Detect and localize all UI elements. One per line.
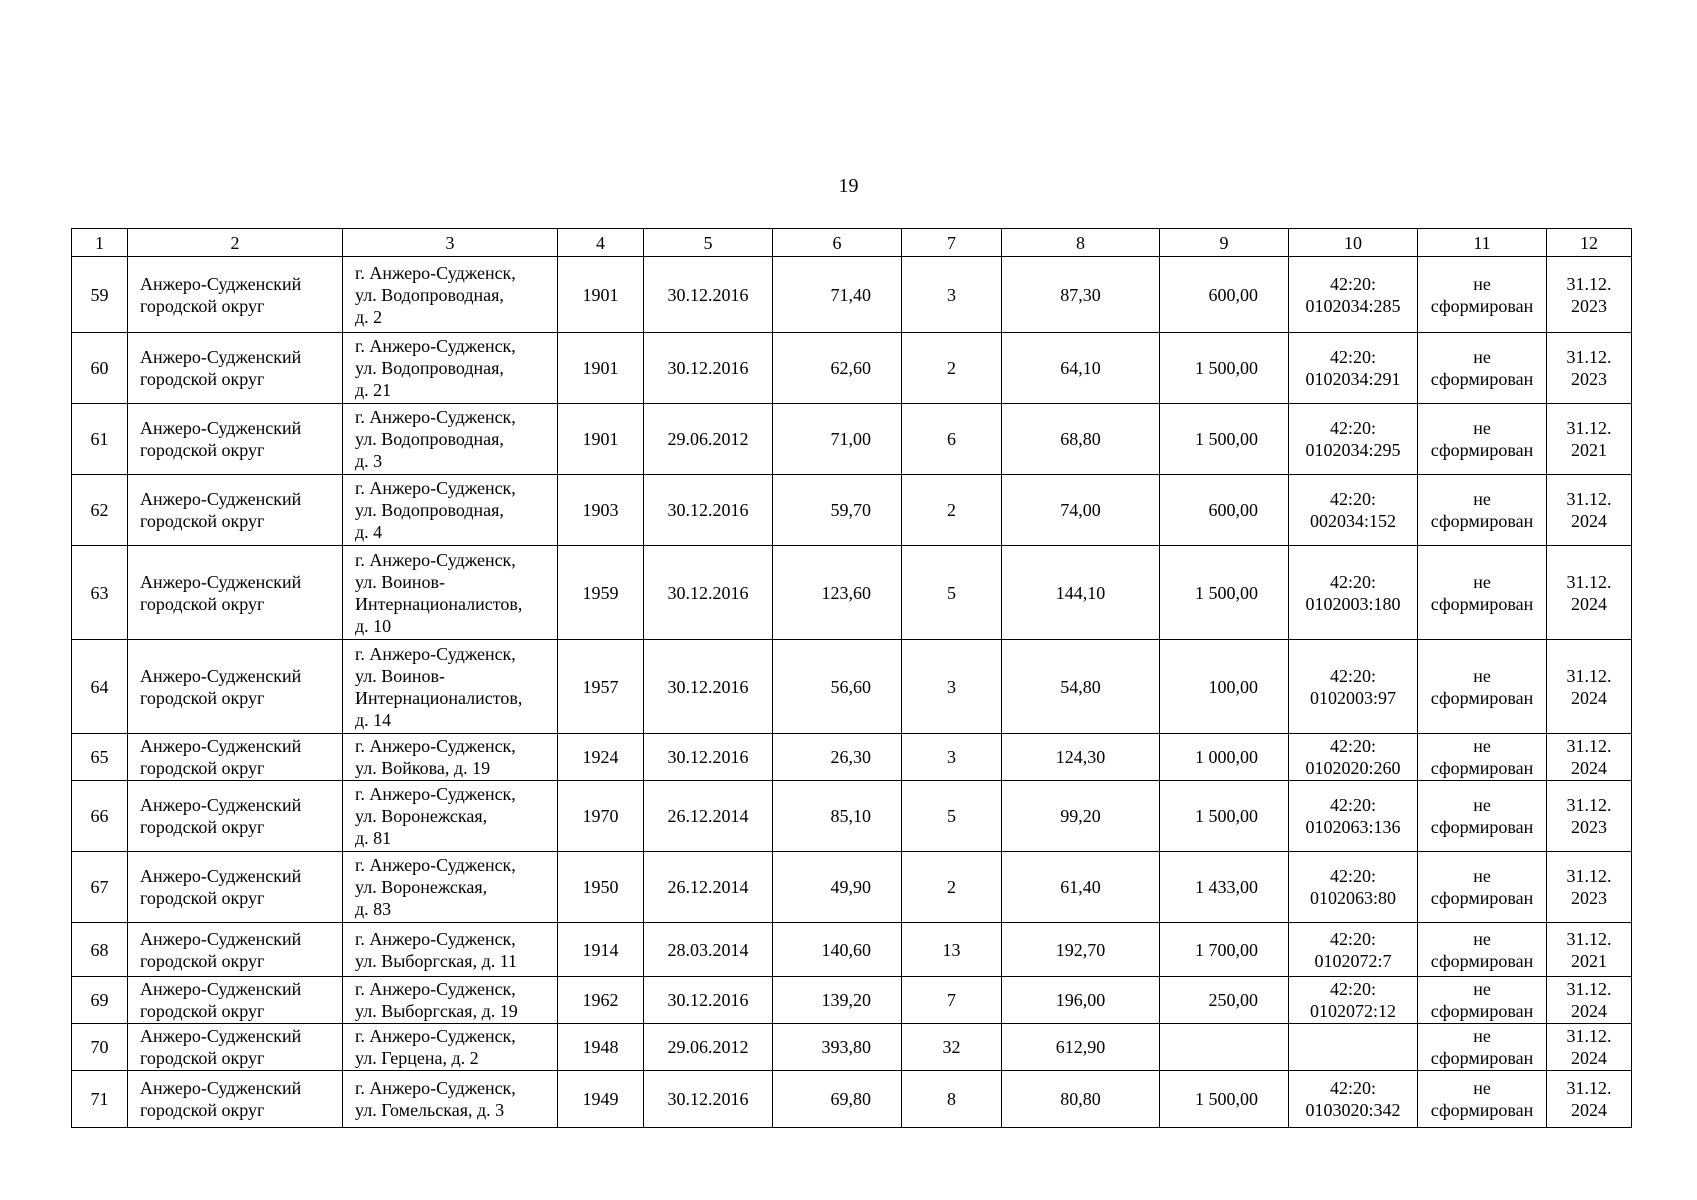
land-status-cell: не сформирован bbox=[1418, 1024, 1547, 1071]
total-area-cell: 124,30 bbox=[1002, 734, 1160, 781]
emergency-date-cell: 30.12.2016 bbox=[644, 257, 773, 333]
total-area-cell: 144,10 bbox=[1002, 546, 1160, 640]
land-area-cell: 1 700,00 bbox=[1160, 923, 1289, 977]
cadastral-number-cell: 42:20: 0102034:291 bbox=[1289, 333, 1418, 404]
column-header: 11 bbox=[1418, 229, 1547, 257]
land-area-cell: 1 500,00 bbox=[1160, 546, 1289, 640]
address-cell: г. Анжеро-Судженск, ул. Воронежская, д. 83 bbox=[343, 852, 558, 923]
deadline-cell: 31.12. 2021 bbox=[1547, 404, 1632, 475]
column-header: 1 bbox=[72, 229, 128, 257]
table-row bbox=[72, 640, 1632, 734]
cadastral-number-cell: 42:20: 0102063:80 bbox=[1289, 852, 1418, 923]
cadastral-number-cell: 42:20: 0102003:97 bbox=[1289, 640, 1418, 734]
emergency-date-cell: 30.12.2016 bbox=[644, 1071, 773, 1128]
column-header: 6 bbox=[773, 229, 902, 257]
table-row bbox=[72, 923, 1632, 977]
land-area-cell: 1 500,00 bbox=[1160, 1071, 1289, 1128]
emergency-date-cell: 30.12.2016 bbox=[644, 546, 773, 640]
row-number-cell: 68 bbox=[72, 923, 128, 977]
residents-count-cell: 7 bbox=[902, 977, 1002, 1024]
cadastral-number-cell: 42:20: 0102072:7 bbox=[1289, 923, 1418, 977]
deadline-cell: 31.12. 2023 bbox=[1547, 852, 1632, 923]
row-number-cell: 71 bbox=[72, 1071, 128, 1128]
residents-count-cell: 6 bbox=[902, 404, 1002, 475]
land-status-cell: не сформирован bbox=[1418, 333, 1547, 404]
row-number-cell: 63 bbox=[72, 546, 128, 640]
land-area-cell: 1 500,00 bbox=[1160, 333, 1289, 404]
cadastral-number-cell: 42:20: 0102020:260 bbox=[1289, 734, 1418, 781]
year-built-cell: 1924 bbox=[558, 734, 644, 781]
land-area-cell: 250,00 bbox=[1160, 977, 1289, 1024]
municipality-cell: Анжеро-Судженский городской округ bbox=[128, 1024, 343, 1071]
row-number-cell: 59 bbox=[72, 257, 128, 333]
year-built-cell: 1901 bbox=[558, 404, 644, 475]
year-built-cell: 1948 bbox=[558, 1024, 644, 1071]
address-cell: г. Анжеро-Судженск, ул. Водопроводная, д. 3 bbox=[343, 404, 558, 475]
column-number-row bbox=[72, 229, 1632, 257]
total-area-cell: 80,80 bbox=[1002, 1071, 1160, 1128]
area-cell: 62,60 bbox=[773, 333, 902, 404]
table-row bbox=[72, 404, 1632, 475]
housing-registry-table bbox=[71, 228, 1632, 1128]
address-cell: г. Анжеро-Судженск, ул. Воинов- Интернационалистов, д. 10 bbox=[343, 546, 558, 640]
table-row bbox=[72, 257, 1632, 333]
land-area-cell: 600,00 bbox=[1160, 475, 1289, 546]
municipality-cell: Анжеро-Судженский городской округ bbox=[128, 734, 343, 781]
column-header: 8 bbox=[1002, 229, 1160, 257]
year-built-cell: 1970 bbox=[558, 781, 644, 852]
page-number: 19 bbox=[838, 175, 859, 197]
land-status-cell: не сформирован bbox=[1418, 781, 1547, 852]
emergency-date-cell: 30.12.2016 bbox=[644, 977, 773, 1024]
address-cell: г. Анжеро-Судженск, ул. Выборгская, д. 11 bbox=[343, 923, 558, 977]
table-row bbox=[72, 546, 1632, 640]
column-header: 7 bbox=[902, 229, 1002, 257]
emergency-date-cell: 30.12.2016 bbox=[644, 333, 773, 404]
area-cell: 69,80 bbox=[773, 1071, 902, 1128]
cadastral-number-cell bbox=[1289, 1024, 1418, 1071]
column-header: 5 bbox=[644, 229, 773, 257]
area-cell: 71,00 bbox=[773, 404, 902, 475]
table-row bbox=[72, 333, 1632, 404]
deadline-cell: 31.12. 2024 bbox=[1547, 640, 1632, 734]
residents-count-cell: 2 bbox=[902, 852, 1002, 923]
column-header: 3 bbox=[343, 229, 558, 257]
municipality-cell: Анжеро-Судженский городской округ bbox=[128, 546, 343, 640]
row-number-cell: 61 bbox=[72, 404, 128, 475]
address-cell: г. Анжеро-Судженск, ул. Водопроводная, д. 21 bbox=[343, 333, 558, 404]
residents-count-cell: 8 bbox=[902, 1071, 1002, 1128]
year-built-cell: 1950 bbox=[558, 852, 644, 923]
land-status-cell: не сформирован bbox=[1418, 852, 1547, 923]
year-built-cell: 1962 bbox=[558, 977, 644, 1024]
land-status-cell: не сформирован bbox=[1418, 1071, 1547, 1128]
address-cell: г. Анжеро-Судженск, ул. Выборгская, д. 19 bbox=[343, 977, 558, 1024]
row-number-cell: 65 bbox=[72, 734, 128, 781]
deadline-cell: 31.12. 2024 bbox=[1547, 1071, 1632, 1128]
cadastral-number-cell: 42:20: 002034:152 bbox=[1289, 475, 1418, 546]
table-row bbox=[72, 852, 1632, 923]
municipality-cell: Анжеро-Судженский городской округ bbox=[128, 923, 343, 977]
cadastral-number-cell: 42:20: 0102034:295 bbox=[1289, 404, 1418, 475]
area-cell: 56,60 bbox=[773, 640, 902, 734]
residents-count-cell: 2 bbox=[902, 475, 1002, 546]
cadastral-number-cell: 42:20: 0102063:136 bbox=[1289, 781, 1418, 852]
address-cell: г. Анжеро-Судженск, ул. Гомельская, д. 3 bbox=[343, 1071, 558, 1128]
row-number-cell: 60 bbox=[72, 333, 128, 404]
land-status-cell: не сформирован bbox=[1418, 404, 1547, 475]
address-cell: г. Анжеро-Судженск, ул. Воронежская, д. 81 bbox=[343, 781, 558, 852]
emergency-date-cell: 26.12.2014 bbox=[644, 781, 773, 852]
total-area-cell: 99,20 bbox=[1002, 781, 1160, 852]
year-built-cell: 1959 bbox=[558, 546, 644, 640]
column-header: 10 bbox=[1289, 229, 1418, 257]
residents-count-cell: 5 bbox=[902, 546, 1002, 640]
land-status-cell: не сформирован bbox=[1418, 640, 1547, 734]
column-header: 4 bbox=[558, 229, 644, 257]
land-area-cell: 1 433,00 bbox=[1160, 852, 1289, 923]
row-number-cell: 70 bbox=[72, 1024, 128, 1071]
land-area-cell: 1 500,00 bbox=[1160, 781, 1289, 852]
row-number-cell: 64 bbox=[72, 640, 128, 734]
address-cell: г. Анжеро-Судженск, ул. Воинов- Интернационалистов, д. 14 bbox=[343, 640, 558, 734]
emergency-date-cell: 26.12.2014 bbox=[644, 852, 773, 923]
cadastral-number-cell: 42:20: 0102072:12 bbox=[1289, 977, 1418, 1024]
area-cell: 123,60 bbox=[773, 546, 902, 640]
area-cell: 140,60 bbox=[773, 923, 902, 977]
column-header: 2 bbox=[128, 229, 343, 257]
year-built-cell: 1901 bbox=[558, 333, 644, 404]
residents-count-cell: 32 bbox=[902, 1024, 1002, 1071]
address-cell: г. Анжеро-Судженск, ул. Войкова, д. 19 bbox=[343, 734, 558, 781]
area-cell: 71,40 bbox=[773, 257, 902, 333]
land-area-cell: 1 500,00 bbox=[1160, 404, 1289, 475]
emergency-date-cell: 30.12.2016 bbox=[644, 734, 773, 781]
row-number-cell: 62 bbox=[72, 475, 128, 546]
emergency-date-cell: 29.06.2012 bbox=[644, 404, 773, 475]
year-built-cell: 1914 bbox=[558, 923, 644, 977]
column-header: 12 bbox=[1547, 229, 1632, 257]
table-row bbox=[72, 977, 1632, 1024]
year-built-cell: 1949 bbox=[558, 1071, 644, 1128]
deadline-cell: 31.12. 2021 bbox=[1547, 923, 1632, 977]
residents-count-cell: 3 bbox=[902, 257, 1002, 333]
residents-count-cell: 13 bbox=[902, 923, 1002, 977]
table-row bbox=[72, 1071, 1632, 1128]
land-area-cell: 100,00 bbox=[1160, 640, 1289, 734]
emergency-date-cell: 29.06.2012 bbox=[644, 1024, 773, 1071]
total-area-cell: 87,30 bbox=[1002, 257, 1160, 333]
municipality-cell: Анжеро-Судженский городской округ bbox=[128, 852, 343, 923]
table-row bbox=[72, 1024, 1632, 1071]
table-row bbox=[72, 734, 1632, 781]
column-header: 9 bbox=[1160, 229, 1289, 257]
total-area-cell: 54,80 bbox=[1002, 640, 1160, 734]
total-area-cell: 61,40 bbox=[1002, 852, 1160, 923]
municipality-cell: Анжеро-Судженский городской округ bbox=[128, 257, 343, 333]
year-built-cell: 1901 bbox=[558, 257, 644, 333]
land-status-cell: не сформирован bbox=[1418, 977, 1547, 1024]
residents-count-cell: 5 bbox=[902, 781, 1002, 852]
land-area-cell: 600,00 bbox=[1160, 257, 1289, 333]
land-status-cell: не сформирован bbox=[1418, 734, 1547, 781]
row-number-cell: 69 bbox=[72, 977, 128, 1024]
land-status-cell: не сформирован bbox=[1418, 475, 1547, 546]
land-area-cell bbox=[1160, 1024, 1289, 1071]
municipality-cell: Анжеро-Судженский городской округ bbox=[128, 404, 343, 475]
deadline-cell: 31.12. 2024 bbox=[1547, 734, 1632, 781]
deadline-cell: 31.12. 2024 bbox=[1547, 546, 1632, 640]
municipality-cell: Анжеро-Судженский городской округ bbox=[128, 781, 343, 852]
residents-count-cell: 2 bbox=[902, 333, 1002, 404]
deadline-cell: 31.12. 2023 bbox=[1547, 781, 1632, 852]
cadastral-number-cell: 42:20: 0102034:285 bbox=[1289, 257, 1418, 333]
total-area-cell: 74,00 bbox=[1002, 475, 1160, 546]
deadline-cell: 31.12. 2024 bbox=[1547, 977, 1632, 1024]
municipality-cell: Анжеро-Судженский городской округ bbox=[128, 977, 343, 1024]
area-cell: 393,80 bbox=[773, 1024, 902, 1071]
address-cell: г. Анжеро-Судженск, ул. Водопроводная, д. 2 bbox=[343, 257, 558, 333]
municipality-cell: Анжеро-Судженский городской округ bbox=[128, 475, 343, 546]
cadastral-number-cell: 42:20: 0102003:180 bbox=[1289, 546, 1418, 640]
municipality-cell: Анжеро-Судженский городской округ bbox=[128, 333, 343, 404]
emergency-date-cell: 28.03.2014 bbox=[644, 923, 773, 977]
address-cell: г. Анжеро-Судженск, ул. Герцена, д. 2 bbox=[343, 1024, 558, 1071]
land-area-cell: 1 000,00 bbox=[1160, 734, 1289, 781]
residents-count-cell: 3 bbox=[902, 640, 1002, 734]
table-row bbox=[72, 781, 1632, 852]
land-status-cell: не сформирован bbox=[1418, 546, 1547, 640]
total-area-cell: 612,90 bbox=[1002, 1024, 1160, 1071]
deadline-cell: 31.12. 2024 bbox=[1547, 1024, 1632, 1071]
area-cell: 59,70 bbox=[773, 475, 902, 546]
table-body bbox=[72, 257, 1632, 1128]
deadline-cell: 31.12. 2024 bbox=[1547, 475, 1632, 546]
municipality-cell: Анжеро-Судженский городской округ bbox=[128, 1071, 343, 1128]
area-cell: 139,20 bbox=[773, 977, 902, 1024]
deadline-cell: 31.12. 2023 bbox=[1547, 333, 1632, 404]
total-area-cell: 64,10 bbox=[1002, 333, 1160, 404]
area-cell: 85,10 bbox=[773, 781, 902, 852]
year-built-cell: 1903 bbox=[558, 475, 644, 546]
emergency-date-cell: 30.12.2016 bbox=[644, 640, 773, 734]
total-area-cell: 196,00 bbox=[1002, 977, 1160, 1024]
cadastral-number-cell: 42:20: 0103020:342 bbox=[1289, 1071, 1418, 1128]
emergency-date-cell: 30.12.2016 bbox=[644, 475, 773, 546]
year-built-cell: 1957 bbox=[558, 640, 644, 734]
row-number-cell: 67 bbox=[72, 852, 128, 923]
area-cell: 26,30 bbox=[773, 734, 902, 781]
deadline-cell: 31.12. 2023 bbox=[1547, 257, 1632, 333]
area-cell: 49,90 bbox=[773, 852, 902, 923]
municipality-cell: Анжеро-Судженский городской округ bbox=[128, 640, 343, 734]
land-status-cell: не сформирован bbox=[1418, 257, 1547, 333]
total-area-cell: 68,80 bbox=[1002, 404, 1160, 475]
land-status-cell: не сформирован bbox=[1418, 923, 1547, 977]
total-area-cell: 192,70 bbox=[1002, 923, 1160, 977]
table-row bbox=[72, 475, 1632, 546]
address-cell: г. Анжеро-Судженск, ул. Водопроводная, д. 4 bbox=[343, 475, 558, 546]
residents-count-cell: 3 bbox=[902, 734, 1002, 781]
row-number-cell: 66 bbox=[72, 781, 128, 852]
